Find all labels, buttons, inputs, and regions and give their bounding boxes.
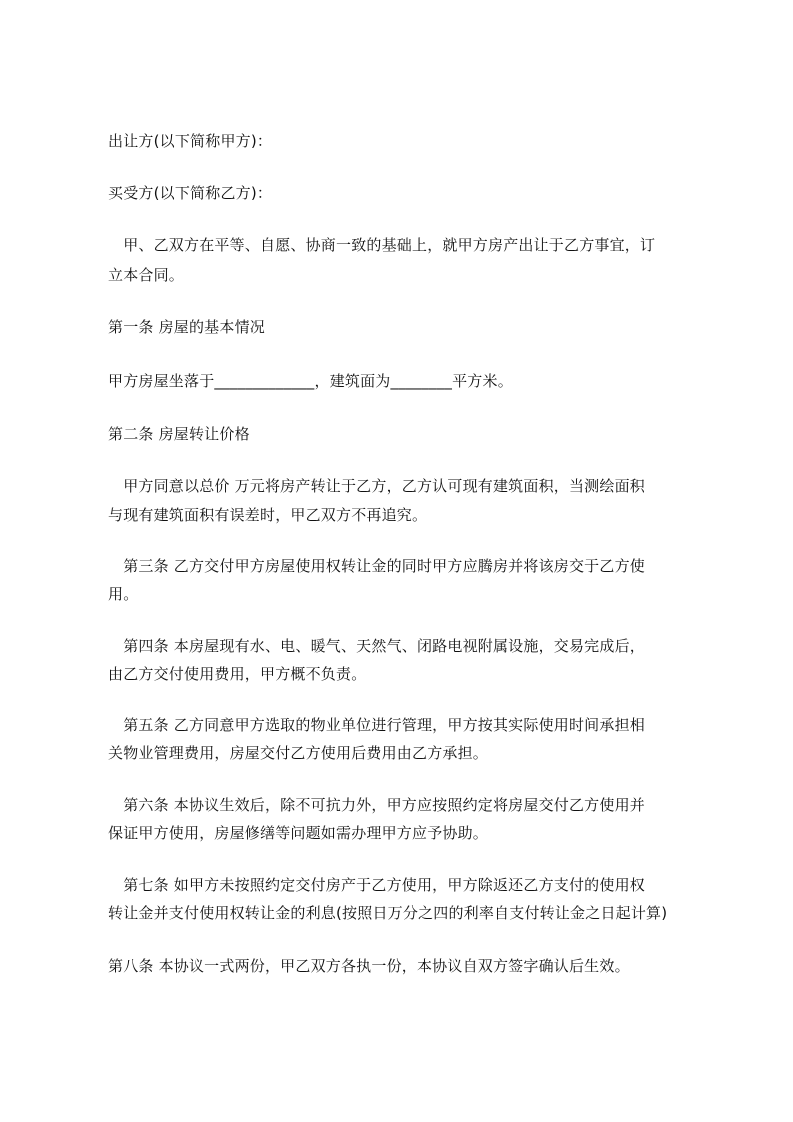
article3-line-1: 第三条 乙方交付甲方房屋使用权转让金的同时甲方应腾房并将该房交于乙方使: [108, 557, 645, 575]
article2-title: 第二条 房屋转让价格: [108, 425, 250, 443]
article1-title: 第一条 房屋的基本情况: [108, 318, 265, 336]
article4-line-2: 由乙方交付使用费用，甲方概不负责。: [108, 665, 367, 683]
article1-body: 甲方房屋坐落于_____________，建筑面为________平方米。: [108, 372, 513, 390]
article3-line-2: 用。: [108, 585, 139, 603]
article7-line-2: 转让金并支付使用权转让金的利息(按照日万分之四的利率自支付转让金之日起计算): [108, 904, 668, 922]
article8-line: 第八条 本协议一式两份，甲乙双方各执一份，本协议自双方签字确认后生效。: [108, 957, 630, 975]
intro-line-1: 甲、乙双方在平等、自愿、协商一致的基础上，就甲方房产出让于乙方事宜，订: [108, 236, 656, 254]
article7-line-1: 第七条 如甲方未按照约定交付房产于乙方使用，甲方除返还乙方支付的使用权: [108, 876, 645, 894]
article2-body-line-1: 甲方同意以总价 万元将房产转让于乙方，乙方认可现有建筑面积，当测绘面积: [108, 477, 645, 495]
article2-body-line-2: 与现有建筑面积有误差时，甲乙双方不再追究。: [108, 506, 428, 524]
party-b-line: 买受方(以下简称乙方)：: [108, 184, 273, 202]
article5-line-1: 第五条 乙方同意甲方选取的物业单位进行管理，甲方按其实际使用时间承担相: [108, 716, 645, 734]
intro-line-2: 立本合同。: [108, 266, 185, 284]
article5-line-2: 关物业管理费用，房屋交付乙方使用后费用由乙方承担。: [108, 744, 489, 762]
party-a-line: 出让方(以下简称甲方)：: [108, 132, 273, 150]
article6-line-1: 第六条 本协议生效后，除不可抗力外，甲方应按照约定将房屋交付乙方使用并: [108, 796, 645, 814]
article4-line-1: 第四条 本房屋现有水、电、暖气、天然气、闭路电视附属设施，交易完成后，: [108, 637, 645, 655]
article6-line-2: 保证甲方使用，房屋修缮等问题如需办理甲方应予协助。: [108, 824, 489, 842]
